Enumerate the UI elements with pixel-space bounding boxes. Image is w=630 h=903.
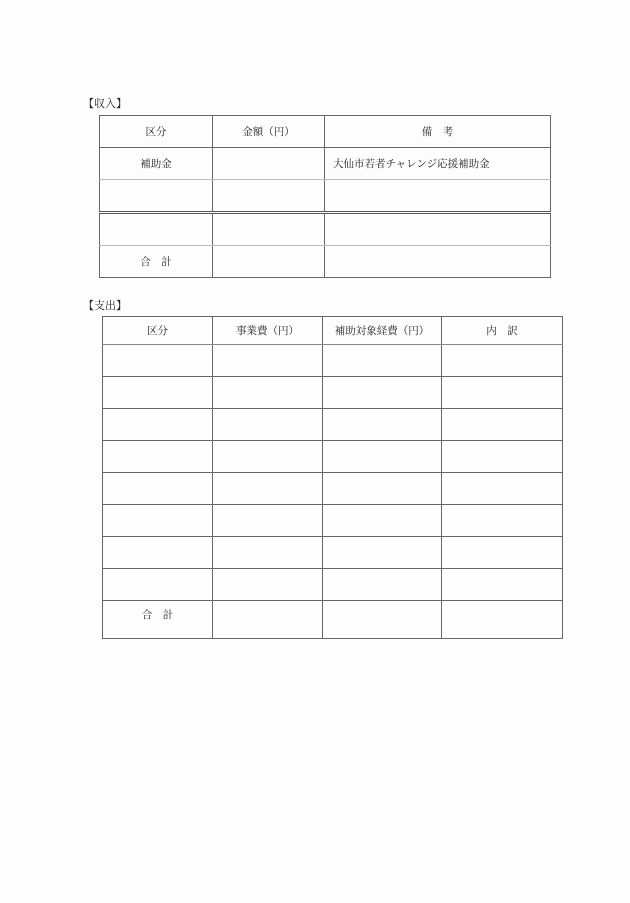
- expense-row: [103, 473, 563, 505]
- income-total-amount[interactable]: [213, 246, 325, 278]
- income-cell-note[interactable]: [325, 180, 551, 213]
- expense-row: [103, 537, 563, 569]
- income-cell-category[interactable]: [100, 180, 213, 213]
- expense-total-project-cost[interactable]: [213, 601, 323, 639]
- expense-cell-breakdown[interactable]: [442, 345, 563, 377]
- income-row: [100, 148, 551, 180]
- expense-cell-category[interactable]: [103, 473, 213, 505]
- expense-cell-breakdown[interactable]: [442, 505, 563, 537]
- income-cell-amount[interactable]: [213, 148, 325, 180]
- income-row: [100, 213, 551, 246]
- expense-cell-project-cost[interactable]: [213, 377, 323, 409]
- income-section-label: 【収入】: [83, 97, 127, 110]
- expense-cell-category[interactable]: [103, 569, 213, 601]
- expense-cell-project-cost[interactable]: [213, 473, 323, 505]
- income-total-label: 合 計: [100, 246, 213, 278]
- expense-cell-category[interactable]: [103, 537, 213, 569]
- expense-cell-category[interactable]: [103, 409, 213, 441]
- income-cell-category[interactable]: [100, 213, 213, 246]
- income-cell-amount[interactable]: [213, 213, 325, 246]
- income-total-row: [100, 246, 551, 278]
- expense-row: [103, 377, 563, 409]
- expense-cell-breakdown[interactable]: [442, 377, 563, 409]
- income-table: [99, 115, 551, 278]
- expense-cell-project-cost[interactable]: [213, 441, 323, 473]
- expense-cell-breakdown[interactable]: [442, 537, 563, 569]
- expense-cell-breakdown[interactable]: [442, 569, 563, 601]
- expense-cell-project-cost[interactable]: [213, 569, 323, 601]
- expense-cell-eligible-cost[interactable]: [323, 441, 442, 473]
- expense-row: [103, 409, 563, 441]
- expense-cell-project-cost[interactable]: [213, 537, 323, 569]
- expense-cell-eligible-cost[interactable]: [323, 569, 442, 601]
- income-total-note[interactable]: [325, 246, 551, 278]
- expense-header-row: [103, 317, 563, 345]
- income-header-amount: 金額（円）: [213, 116, 325, 148]
- income-cell-amount[interactable]: [213, 180, 325, 213]
- expense-table: [102, 316, 563, 639]
- expense-cell-eligible-cost[interactable]: [323, 537, 442, 569]
- expense-row: [103, 569, 563, 601]
- income-row: [100, 180, 551, 213]
- expense-cell-breakdown[interactable]: [442, 409, 563, 441]
- expense-cell-project-cost[interactable]: [213, 409, 323, 441]
- expense-total-breakdown[interactable]: [442, 601, 563, 639]
- expense-cell-eligible-cost[interactable]: [323, 345, 442, 377]
- expense-header-category: 区分: [103, 317, 213, 345]
- expense-cell-eligible-cost[interactable]: [323, 377, 442, 409]
- expense-cell-project-cost[interactable]: [213, 505, 323, 537]
- expense-cell-category[interactable]: [103, 345, 213, 377]
- income-header-row: [100, 116, 551, 148]
- expense-cell-category[interactable]: [103, 505, 213, 537]
- expense-header-breakdown: 内 訳: [442, 317, 563, 345]
- income-header-category: 区分: [100, 116, 213, 148]
- expense-cell-category[interactable]: [103, 377, 213, 409]
- expense-header-eligible-cost: 補助対象経費（円）: [323, 317, 442, 345]
- expense-cell-breakdown[interactable]: [442, 473, 563, 505]
- expense-cell-eligible-cost[interactable]: [323, 473, 442, 505]
- income-header-note: 備 考: [325, 116, 551, 148]
- expense-cell-project-cost[interactable]: [213, 345, 323, 377]
- income-cell-note[interactable]: 大仙市若者チャレンジ応援補助金: [325, 148, 551, 180]
- expense-row: [103, 345, 563, 377]
- expense-cell-eligible-cost[interactable]: [323, 505, 442, 537]
- income-cell-category[interactable]: 補助金: [100, 148, 213, 180]
- expense-row: [103, 441, 563, 473]
- income-cell-note[interactable]: [325, 213, 551, 246]
- expense-row: [103, 505, 563, 537]
- expense-total-eligible-cost[interactable]: [323, 601, 442, 639]
- expense-cell-category[interactable]: [103, 441, 213, 473]
- expense-section-label: 【支出】: [83, 299, 127, 312]
- expense-header-project-cost: 事業費（円）: [213, 317, 323, 345]
- expense-total-label: 合 計: [103, 601, 213, 639]
- expense-cell-eligible-cost[interactable]: [323, 409, 442, 441]
- expense-cell-breakdown[interactable]: [442, 441, 563, 473]
- expense-total-row: [103, 601, 563, 639]
